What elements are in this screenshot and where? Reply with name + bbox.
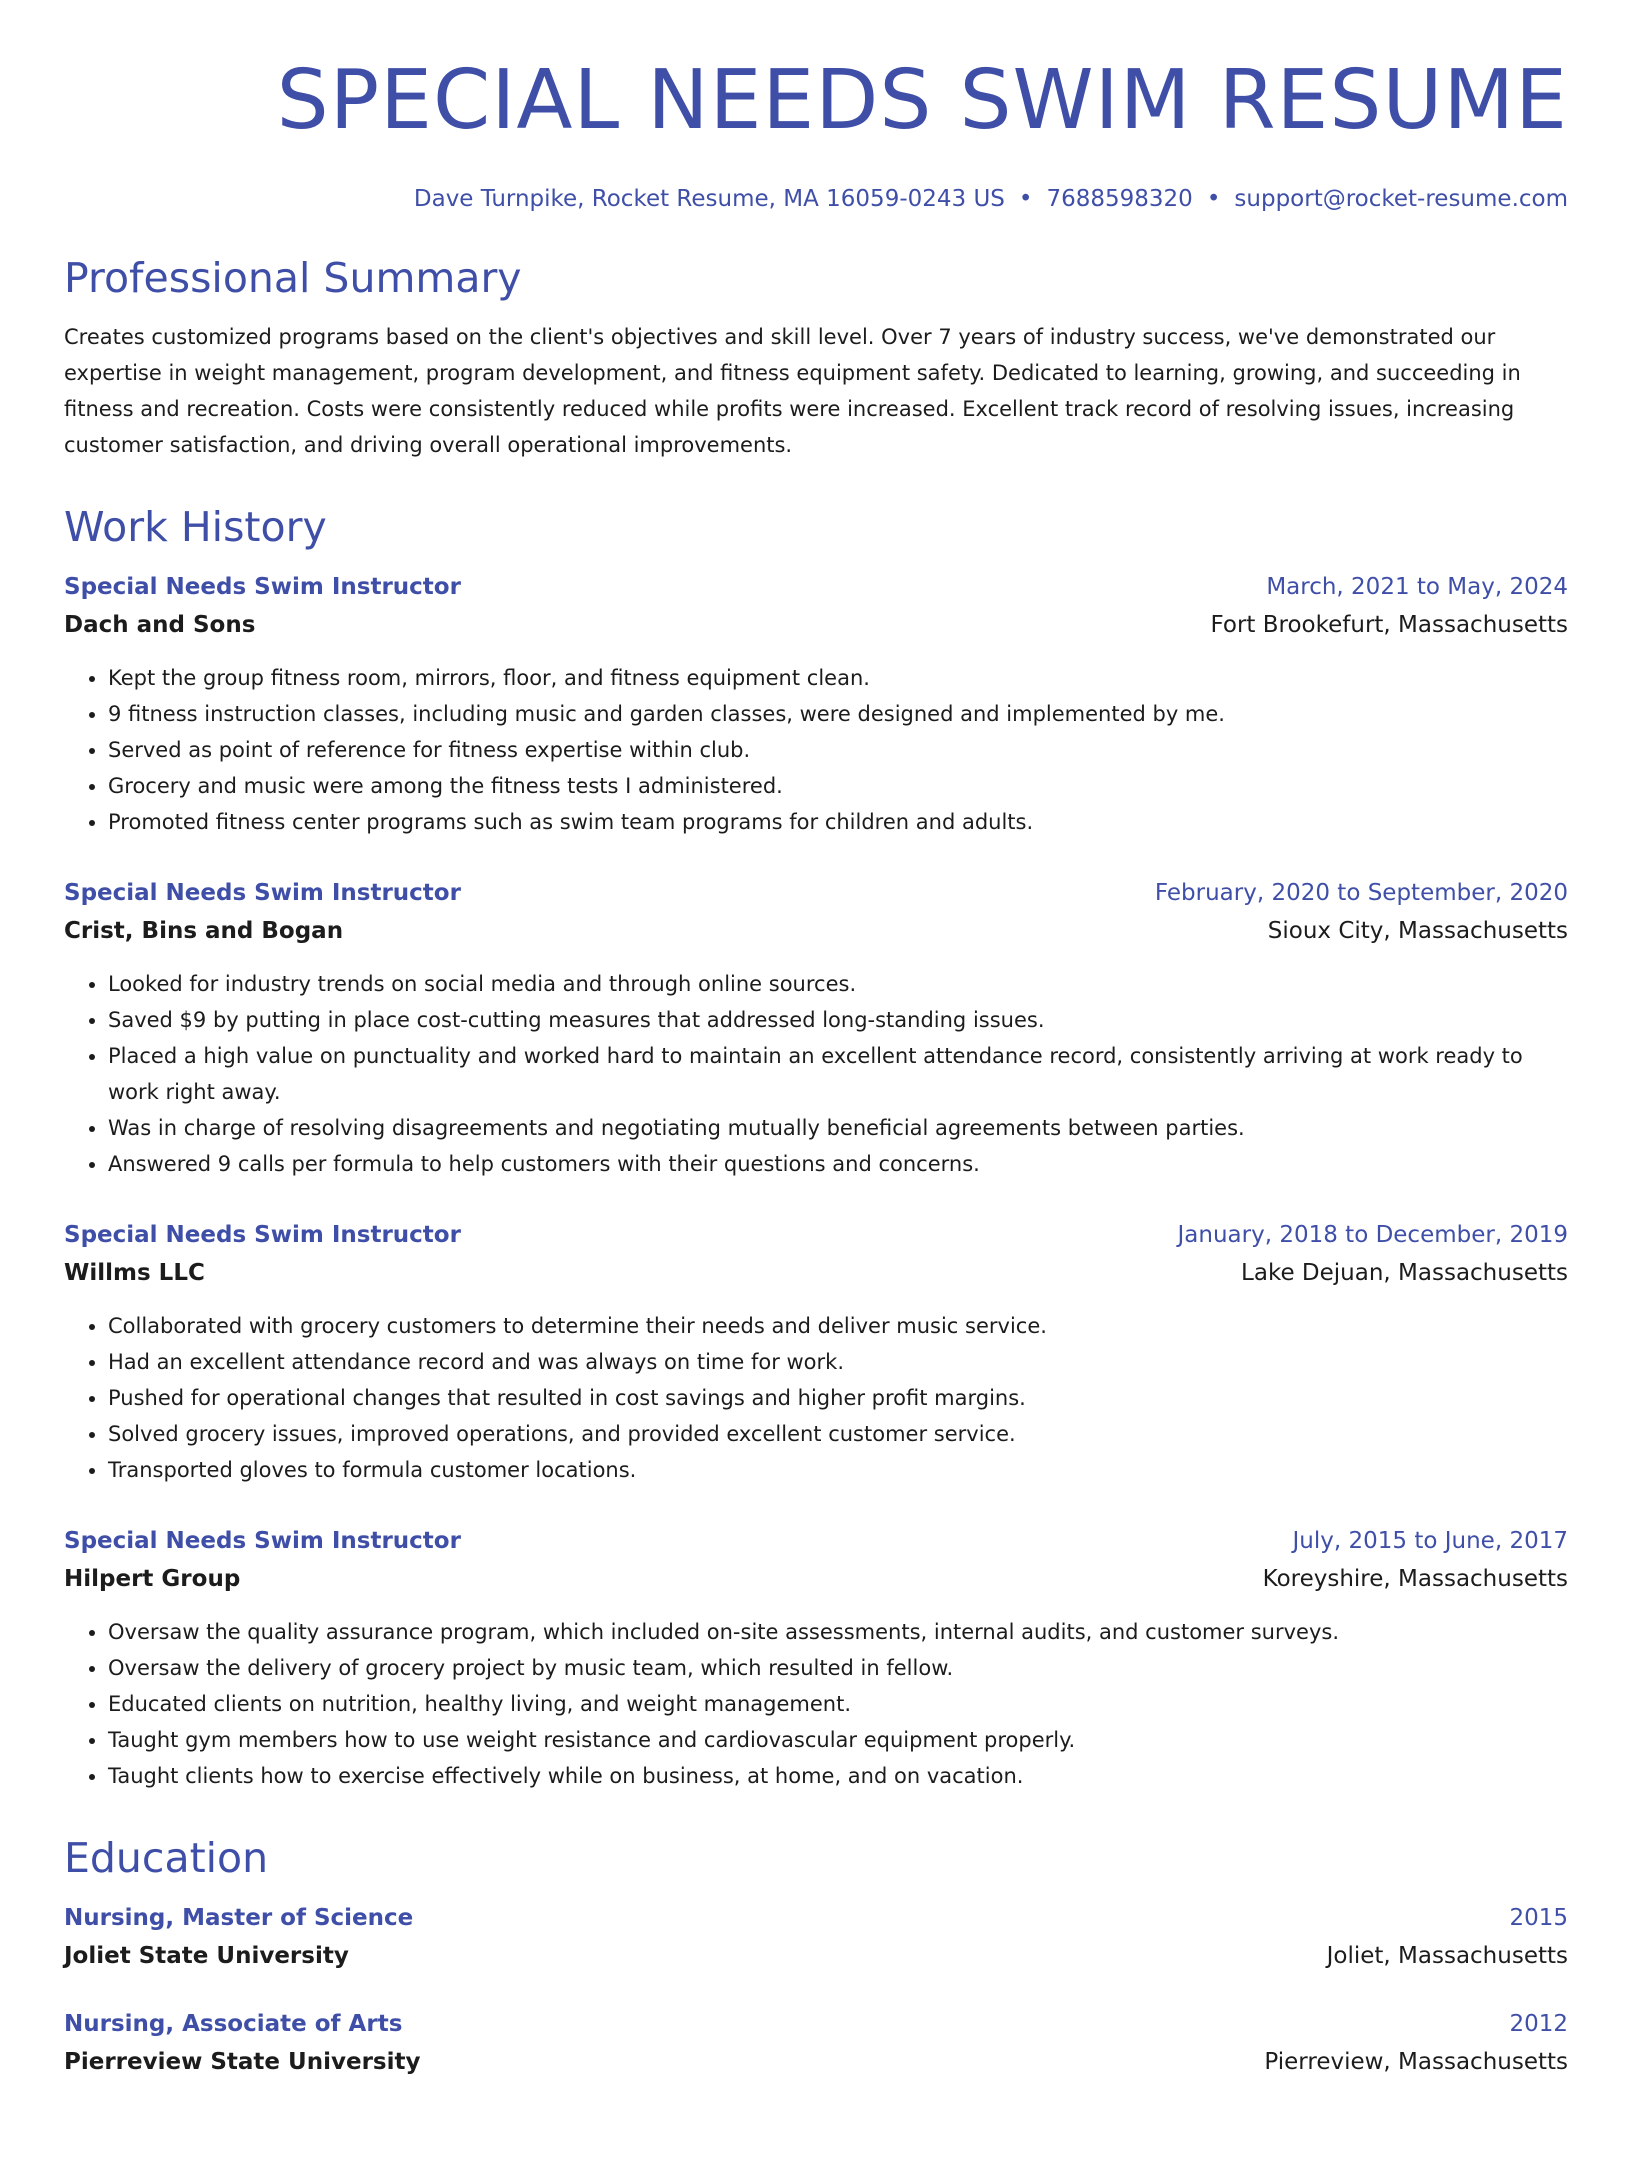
job-company: Hilpert Group [64, 1565, 241, 1592]
job-company: Dach and Sons [64, 611, 256, 638]
job-company-row [64, 1254, 1568, 1292]
education-degree: Nursing, Master of Science [64, 1904, 414, 1931]
job-bullet: • Grocery and music were among the fitness tests I administered. [108, 768, 1568, 804]
job-bullet: • Taught clients how to exercise effectively while on business, at home, and on vacation. [108, 1758, 1568, 1794]
job-header-row [64, 1216, 1568, 1254]
work-history-heading: Work History [64, 502, 327, 551]
education-school-row [64, 2043, 1568, 2081]
education-year: 2012 [1509, 2010, 1568, 2037]
job-header-row [64, 874, 1568, 912]
summary-text: Creates customized programs based on the client's objectives and skill level. Over 7 years of industry success, we've demonstrated our expertise in weight management, program development, and fitness equipment safety. Dedicated to learning, growing, and succeeding in fitness and recreation. Costs were consistently reduced while profits were increased. Excellent track record of resolving issues, increasing customer satisfaction, and driving overall operational improvements. [64, 324, 1521, 457]
education-heading: Education [64, 1833, 269, 1882]
job-bullets [64, 966, 1568, 1182]
job-bullet: • Answered 9 calls per formula to help customers with their questions and concerns. [108, 1146, 1568, 1182]
job-entry [64, 568, 1568, 840]
education-school-row [64, 1937, 1568, 1975]
job-bullet: • Promoted fitness center programs such as swim team programs for children and adults. [108, 804, 1568, 840]
job-bullet: • Placed a high value on punctuality and worked hard to maintain an excellent attendance record, consistently arriving at work ready to work right away. [108, 1038, 1568, 1110]
job-company-row [64, 606, 1568, 644]
job-bullets [64, 660, 1568, 840]
education-school: Joliet State University [64, 1942, 349, 1969]
education-entry [64, 1899, 1568, 1975]
job-dates: July, 2015 to June, 2017 [1292, 1527, 1568, 1554]
education-degree: Nursing, Associate of Arts [64, 2010, 403, 2037]
job-title: Special Needs Swim Instructor [64, 879, 461, 906]
job-title: Special Needs Swim Instructor [64, 1527, 461, 1554]
contact-separator: • [1206, 186, 1221, 212]
job-bullet: • Taught gym members how to use weight resistance and cardiovascular equipment properly. [108, 1722, 1568, 1758]
job-company-row [64, 912, 1568, 950]
job-bullet: • Had an excellent attendance record and was always on time for work. [108, 1344, 1568, 1380]
job-bullet: • Served as point of reference for fitness expertise within club. [108, 732, 1568, 768]
contact-phone: 7688598320 [1046, 186, 1193, 212]
job-bullet: • Looked for industry trends on social media and through online sources. [108, 966, 1568, 1002]
job-header-row [64, 568, 1568, 606]
job-bullets [64, 1308, 1568, 1488]
job-title: Special Needs Swim Instructor [64, 573, 461, 600]
job-bullet: • 9 fitness instruction classes, including music and garden classes, were designed and implemented by me. [108, 696, 1568, 732]
job-location: Fort Brookefurt, Massachusetts [1210, 611, 1568, 638]
education-year: 2015 [1509, 1904, 1568, 1931]
job-bullet: • Kept the group fitness room, mirrors, floor, and fitness equipment clean. [108, 660, 1568, 696]
job-dates: January, 2018 to December, 2019 [1177, 1221, 1568, 1248]
job-dates: March, 2021 to May, 2024 [1266, 573, 1568, 600]
education-location: Joliet, Massachusetts [1326, 1942, 1568, 1969]
resume-page [0, 53, 1632, 2172]
job-location: Koreyshire, Massachusetts [1262, 1565, 1568, 1592]
job-company-row [64, 1560, 1568, 1598]
job-bullet: • Oversaw the delivery of grocery project by music team, which resulted in fellow. [108, 1650, 1568, 1686]
job-bullet: • Oversaw the quality assurance program, which included on-site assessments, internal audits, and customer surveys. [108, 1614, 1568, 1650]
job-entry [64, 1216, 1568, 1488]
job-bullet: • Collaborated with grocery customers to determine their needs and deliver music service. [108, 1308, 1568, 1344]
job-location: Sioux City, Massachusetts [1267, 917, 1568, 944]
job-dates: February, 2020 to September, 2020 [1154, 879, 1568, 906]
job-bullets [64, 1614, 1568, 1794]
education-entry [64, 2005, 1568, 2081]
job-entry [64, 874, 1568, 1182]
education-school: Pierreview State University [64, 2048, 421, 2075]
contact-address: Dave Turnpike, Rocket Resume, MA 16059-0243 US [413, 186, 1005, 212]
education-location: Pierreview, Massachusetts [1264, 2048, 1568, 2075]
contact-line [64, 186, 1568, 214]
contact-email: support@rocket-resume.com [1234, 186, 1568, 212]
job-bullet: • Transported gloves to formula customer locations. [108, 1452, 1568, 1488]
resume-title: SPECIAL NEEDS SWIM RESUME [276, 53, 1568, 148]
summary-heading: Professional Summary [64, 253, 522, 302]
job-entry [64, 1522, 1568, 1794]
job-bullet: • Saved $9 by putting in place cost-cutting measures that addressed long-standing issues. [108, 1002, 1568, 1038]
job-bullet: • Solved grocery issues, improved operations, and provided excellent customer service. [108, 1416, 1568, 1452]
job-company: Crist, Bins and Bogan [64, 917, 344, 944]
job-bullet: • Was in charge of resolving disagreements and negotiating mutually beneficial agreements between parties. [108, 1110, 1568, 1146]
job-bullet: • Educated clients on nutrition, healthy living, and weight management. [108, 1686, 1568, 1722]
job-company: Willms LLC [64, 1259, 205, 1286]
education-header-row [64, 1899, 1568, 1937]
contact-separator: • [1018, 186, 1033, 212]
job-location: Lake Dejuan, Massachusetts [1241, 1259, 1568, 1286]
job-title: Special Needs Swim Instructor [64, 1221, 461, 1248]
job-bullet: • Pushed for operational changes that resulted in cost savings and higher profit margins. [108, 1380, 1568, 1416]
education-header-row [64, 2005, 1568, 2043]
job-header-row [64, 1522, 1568, 1560]
